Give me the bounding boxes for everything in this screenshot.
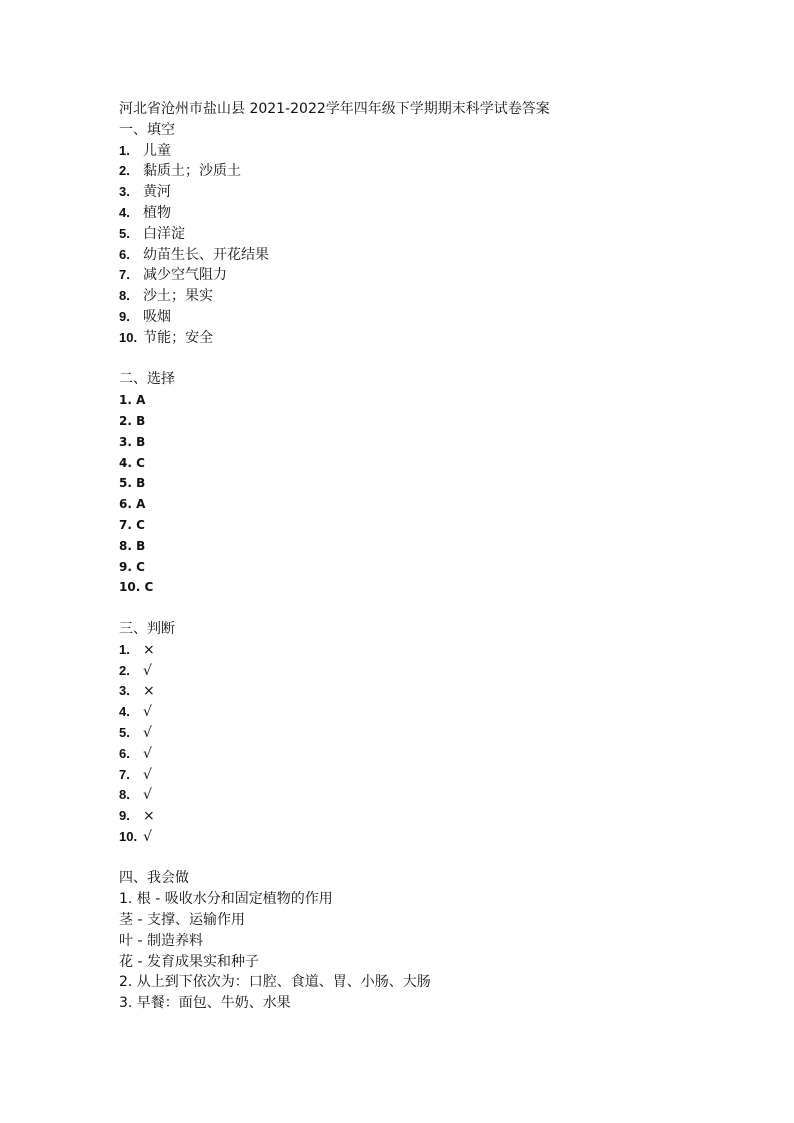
answer-sheet — [119, 99, 719, 1014]
list-item: 6. √ — [119, 745, 152, 762]
section-heading-practice: 四、我会做 — [119, 870, 189, 887]
practice-answers — [119, 889, 719, 1014]
judgment-answers — [119, 640, 719, 848]
list-item: 10. 节能；安全 — [119, 329, 214, 346]
list-item: 9. 吸烟 — [119, 308, 171, 325]
document-title: 河北省沧州市盐山县 2021-2022学年四年级下学期期末科学试卷答案 — [119, 101, 550, 117]
list-item: 3. 黄河 — [119, 184, 171, 201]
spacer — [119, 349, 719, 370]
list-item: 8. √ — [119, 787, 152, 804]
list-item: 1. A — [119, 393, 146, 408]
list-item: 4. √ — [119, 704, 152, 721]
list-item: 5. √ — [119, 724, 152, 741]
list-item: 10. √ — [119, 828, 152, 845]
list-item: 8. B — [119, 538, 146, 553]
list-item: 7. √ — [119, 766, 152, 783]
list-item: 6. 幼苗生长、开花结果 — [119, 246, 269, 263]
list-item: 1. × — [119, 641, 155, 658]
section-heading-choice: 二、选择 — [119, 371, 175, 388]
fill-in-answers — [119, 141, 719, 349]
list-item: 2. √ — [119, 662, 152, 679]
list-item: 1. 儿童 — [119, 142, 171, 159]
choice-answers — [119, 390, 719, 598]
list-item: 9. C — [119, 559, 145, 574]
spacer — [119, 598, 719, 619]
spacer — [119, 848, 719, 869]
list-item: 6. A — [119, 497, 146, 512]
section-heading-judgment: 三、判断 — [119, 620, 175, 637]
list-item: 4. C — [119, 455, 145, 470]
list-item: 3. B — [119, 434, 146, 449]
list-item: 3. × — [119, 683, 155, 700]
list-item: 9. × — [119, 808, 155, 825]
list-item: 叶 - 制造养料 — [119, 932, 203, 949]
list-item: 茎 - 支撑、运输作用 — [119, 912, 245, 929]
list-item: 8. 沙土；果实 — [119, 288, 213, 305]
list-item: 5. 白洋淀 — [119, 225, 185, 242]
list-item: 10. C — [119, 580, 154, 595]
list-item: 4. 植物 — [119, 204, 171, 221]
list-item: 2. 黏质土；沙质土 — [119, 163, 241, 180]
list-item: 7. 减少空气阻力 — [119, 267, 227, 284]
section-heading-fill-in: 一、填空 — [119, 121, 175, 138]
list-item: 5. B — [119, 476, 146, 491]
list-item: 2. B — [119, 413, 146, 428]
list-item: 2. 从上到下依次为：口腔、食道、胃、小肠、大肠 — [119, 974, 431, 991]
list-item: 3. 早餐：面包、牛奶、水果 — [119, 995, 291, 1012]
list-item: 花 - 发育成果实和种子 — [119, 953, 259, 970]
list-item: 1. 根 - 吸收水分和固定植物的作用 — [119, 891, 333, 908]
list-item: 7. C — [119, 517, 145, 532]
